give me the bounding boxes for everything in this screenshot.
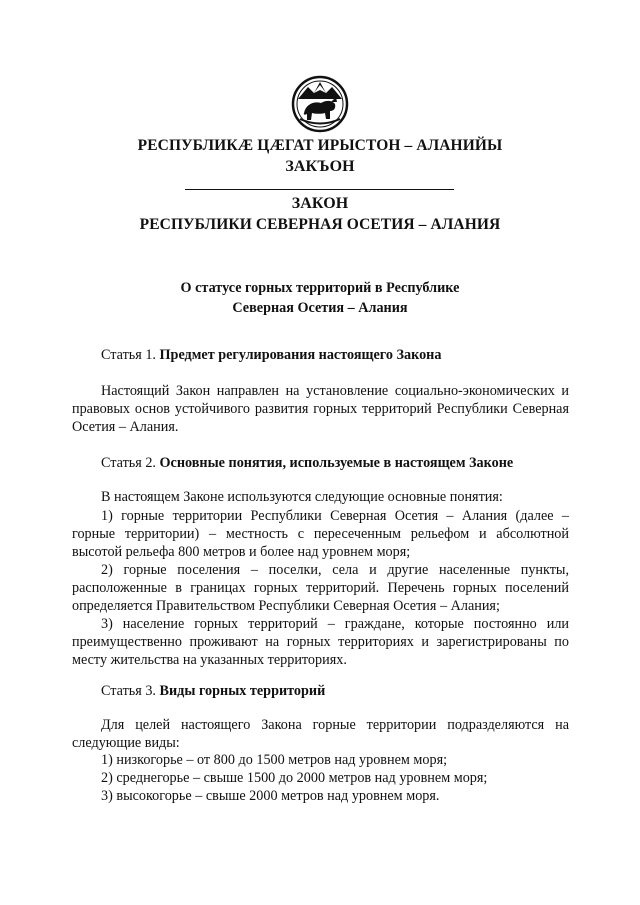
article-2-item-3: 3) население горных территорий – граждане, которые постоянно или преимущественно проживают на горных территориях и зарегистрированы по месту жительства на указанных территориях. xyxy=(72,616,569,668)
article-2-heading xyxy=(101,455,513,472)
law-title-line-1: О статусе горных территорий в Республике xyxy=(180,280,460,296)
republic-name-russian: РЕСПУБЛИКИ СЕВЕРНАЯ ОСЕТИЯ – АЛАНИЯ xyxy=(139,216,501,233)
law-title-line-2: Северная Осетия – Алания xyxy=(232,300,408,316)
article-3-item-1: 1) низкогорье – от 800 до 1500 метров над уровнем моря; xyxy=(101,752,448,768)
article-3-intro: Для целей настоящего Закона горные территории подразделяются на следующие виды: xyxy=(72,717,569,751)
article-3-item-3: 3) высокогорье – свыше 2000 метров над уровнем моря. xyxy=(101,788,440,804)
law-label-ossetian: ЗАКЪОН xyxy=(285,158,355,175)
article-2-item-1: 1) горные территории Республики Северная Осетия – Алания (далее – горные территории) – местность с пересеченным рельефом и абсолютной высотой рельефа 800 метров и более над уровнем моря; xyxy=(72,508,569,560)
article-1-heading xyxy=(101,347,441,364)
article-1-title: Предмет регулирования настоящего Закона xyxy=(159,347,442,363)
article-3-title: Виды горных территорий xyxy=(159,683,326,699)
article-1-text: Настоящий Закон направлен на установление социально-экономических и правовых основ устойчивого развития горных территорий Республики Северная Осетия – Алания. xyxy=(72,383,569,435)
law-label-russian: ЗАКОН xyxy=(291,195,349,212)
republic-name-ossetian: РЕСПУБЛИКÆ ЦÆГАТ ИРЫСТОН – АЛАНИЙЫ xyxy=(137,137,503,154)
article-3-prefix: Статья 3. xyxy=(101,683,160,699)
article-3-item-2: 2) среднегорье – свыше 1500 до 2000 метров над уровнем моря; xyxy=(101,770,488,786)
article-2-intro: В настоящем Законе используются следующие основные понятия: xyxy=(101,489,503,505)
article-2-prefix: Статья 2. xyxy=(101,455,160,471)
article-2-item-2: 2) горные поселения – поселки, села и другие населенные пункты, расположенные в границах горных территорий. Перечень горных поселений определяется Правительством Республики Северная Осетия – Алания; xyxy=(72,562,569,614)
coat-of-arms-emblem xyxy=(290,73,350,133)
article-3-heading xyxy=(101,683,325,700)
article-1-prefix: Статья 1. xyxy=(101,347,160,363)
header-divider xyxy=(185,189,454,190)
article-2-title: Основные понятия, используемые в настоящем Законе xyxy=(159,455,514,471)
law-title xyxy=(0,278,640,318)
